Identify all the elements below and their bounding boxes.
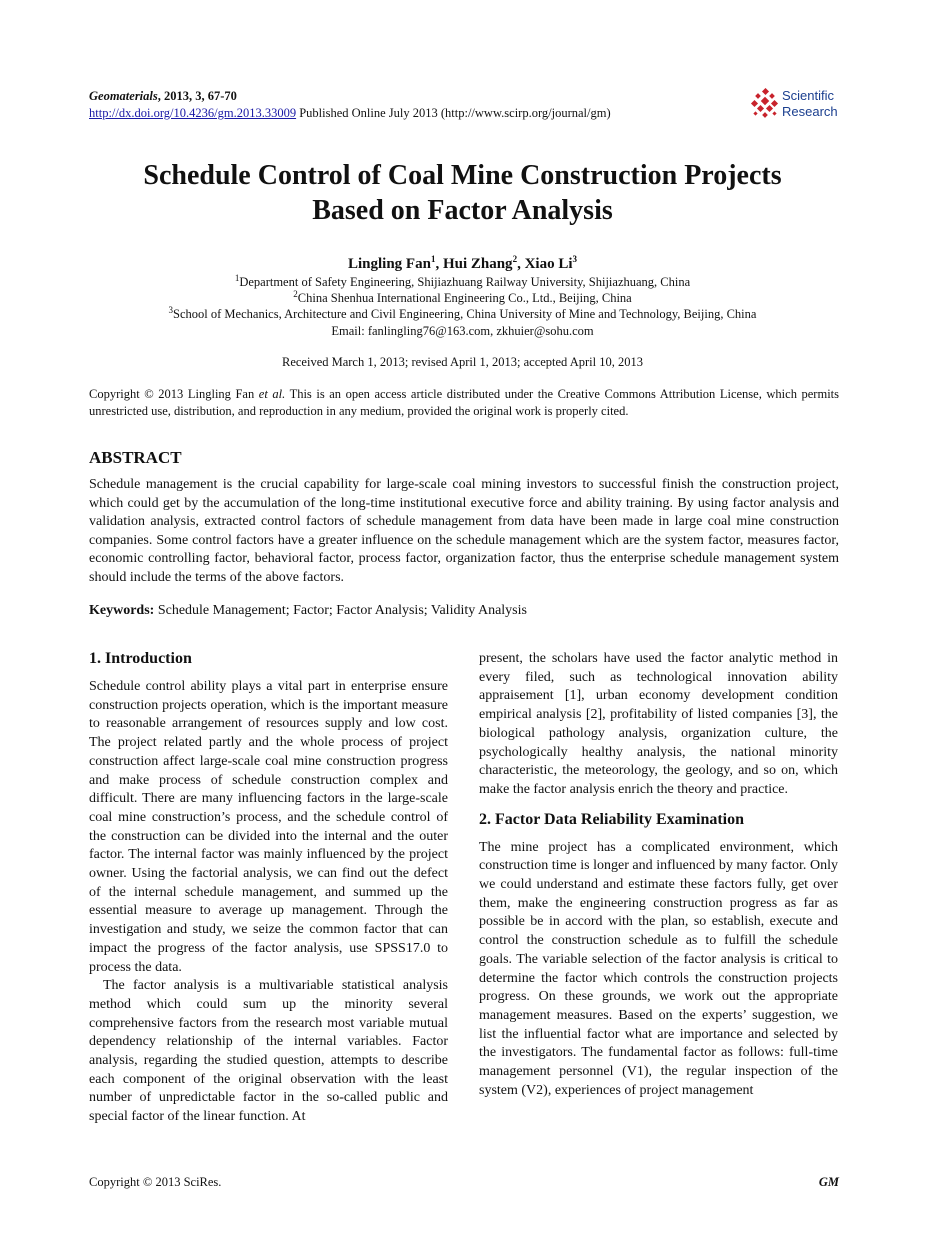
doi-link[interactable]: http://dx.doi.org/10.4236/gm.2013.33009	[89, 106, 297, 120]
abstract-heading: ABSTRACT	[89, 448, 182, 467]
scientific-research-logo	[750, 88, 842, 122]
author-separator: ,	[435, 256, 443, 272]
journal-name: Geomaterials	[89, 89, 158, 103]
intro-paragraph-1: Schedule control ability plays a vital part in enterprise ensure construction projects operation, which is the important measure to reasonable arrangement of resources supply and low cost. The project related partly and the whole process of project construction affect large-scale coal mine construction progress and make process of schedule construction complex and difficult. There are many influencing factors in the large-scale coal mine construction’s process, and the schedule control of the construction can be divided into the internal and the outer factor. The internal factor was mainly influenced by the project owner. Using the factorial analysis, we can find out the defect of the internal schedule management, and summed up the essential measure to average up management. Through the investigation and study, we seize the common factor that can impact the progress of the factor analysis, use SPSS17.0 to process the data.	[89, 679, 448, 975]
author-separator: ,	[517, 256, 525, 272]
journal-citation	[89, 88, 237, 105]
affiliation-text: School of Mechanics, Architecture and Civil Engineering, China University of Mine and Technology, Beijing, China	[173, 307, 757, 321]
logo-diamonds-icon	[750, 88, 780, 122]
affiliation-text: Department of Safety Engineering, Shijiazhuang Railway University, Shijiazhuang, China	[239, 275, 691, 289]
received-dates: Received March 1, 2013; revised April 1, 2013; accepted April 10, 2013	[281, 355, 644, 369]
affiliation-mark: 1	[234, 272, 240, 283]
logo-text	[782, 88, 838, 120]
doi-line	[89, 105, 611, 122]
affiliation-2	[60, 290, 865, 307]
author-name: Lingling Fan	[347, 256, 431, 272]
author-affiliation-mark: 3	[572, 254, 577, 264]
affiliation-text: China Shenhua International Engineering Co., Ltd., Beijing, China	[297, 291, 632, 305]
intro-continued-paragraph: present, the scholars have used the factor analytic method in every filed, such as technological innovation ability appraisement [1], urban economy development condition empirical analysis [2], profitability of listed companies [3], the biological pathology analysis, organization culture, the psychologically healthy analysis, the national minority characteristic, the meteorology, the geology, and so on, which make the factor analysis enrich the theory and practice.	[479, 651, 838, 797]
intro-paragraph-2: The factor analysis is a multivariable statistical analysis method which could sum up the minority several comprehensive factors from the research most variable mutual dependency relationship of the internal variables. Factor analysis, regarding the studied question, attempts to describe each component of the original observation with the least number of unpredictable factor in the so-called public and special factor of the linear function. At	[89, 978, 448, 1125]
copyright-notice	[89, 386, 839, 420]
section-1-heading: 1. Introduction	[89, 650, 192, 667]
footer-copyright: Copyright © 2013 SciRes.	[89, 1175, 222, 1189]
abstract-body: Schedule management is the crucial capability for large-scale coal mining investors to successful finish the construction project, which could get by the accumulation of the long-time institutional executive force and ability training. By using factor analysis and validation analysis, extracted control factors of schedule management from data have been made in large coal mine construction companies. Some control factors have a greater influence on the schedule management which are the system factor, measures factor, economic controlling factor, behavioral factor, process factor, organization factor, thus the enterprise schedule management system should include the terms of the above factors.	[89, 477, 839, 585]
affiliation-3	[60, 306, 865, 323]
affiliation-mark: 2	[293, 288, 298, 299]
author-list	[60, 254, 865, 274]
author-affiliation-mark: 1	[430, 254, 436, 264]
paper-title	[60, 158, 865, 228]
copyright-etal: et al.	[258, 387, 286, 401]
published-online: Published Online July 2013 (http://www.scirp.org/journal/gm)	[296, 106, 611, 120]
author-name: Xiao Li	[524, 256, 573, 272]
keywords-label: Keywords:	[89, 603, 155, 618]
keywords-text: Schedule Management; Factor; Factor Analysis; Validity Analysis	[154, 603, 527, 618]
logo-line1: Scientific	[782, 88, 835, 103]
logo-line2: Research	[782, 104, 838, 119]
section-2-paragraph: The mine project has a complicated environment, which construction time is longer and influenced by many factor. Only we could understand and estimate these factors fully, get over them, make the engineering construction progress as far as possible be in accord with the plan, so establish, execute and control the construction schedule as to fulfill the schedule goals. The variable selection of the factor analysis is critical to determine the factor which controls the construction projects progress. On these grounds, we work out the appropriate management measures. Based on the experts’ suggestion, we list the influential factor what are importance and selected by the investigators. The fundamental factor as follows: full-time management personnel (V1), the regular inspection of the system (V2), experiences of project management	[479, 839, 838, 1098]
author-affiliation-mark: 2	[512, 254, 518, 264]
copyright-license: This is an open access article distributed under the Creative Commons Attribution License, which permits unrestricted use, distribution, and reproduction in any medium, provided the original work is properly cited.	[89, 387, 840, 418]
copyright-text: Copyright © 2013 Lingling Fan	[89, 387, 259, 401]
affiliation-mark: 3	[168, 304, 174, 315]
left-column	[89, 649, 448, 1127]
footer-journal-abbrev: GM	[818, 1175, 839, 1189]
journal-volume: , 2013, 3, 67-70	[157, 89, 237, 103]
author-email: Email: fanlingling76@163.com, zkhuier@sohu.com	[331, 324, 594, 338]
title-line1: Schedule Control of Coal Mine Construction Projects	[143, 160, 782, 191]
affiliation-1	[60, 274, 865, 291]
section-2-heading: 2. Factor Data Reliability Examination	[479, 810, 745, 828]
right-column	[479, 650, 838, 1100]
title-line2: Based on Factor Analysis	[312, 195, 613, 226]
author-name: Hui Zhang	[442, 256, 513, 272]
keywords-line	[89, 603, 527, 619]
